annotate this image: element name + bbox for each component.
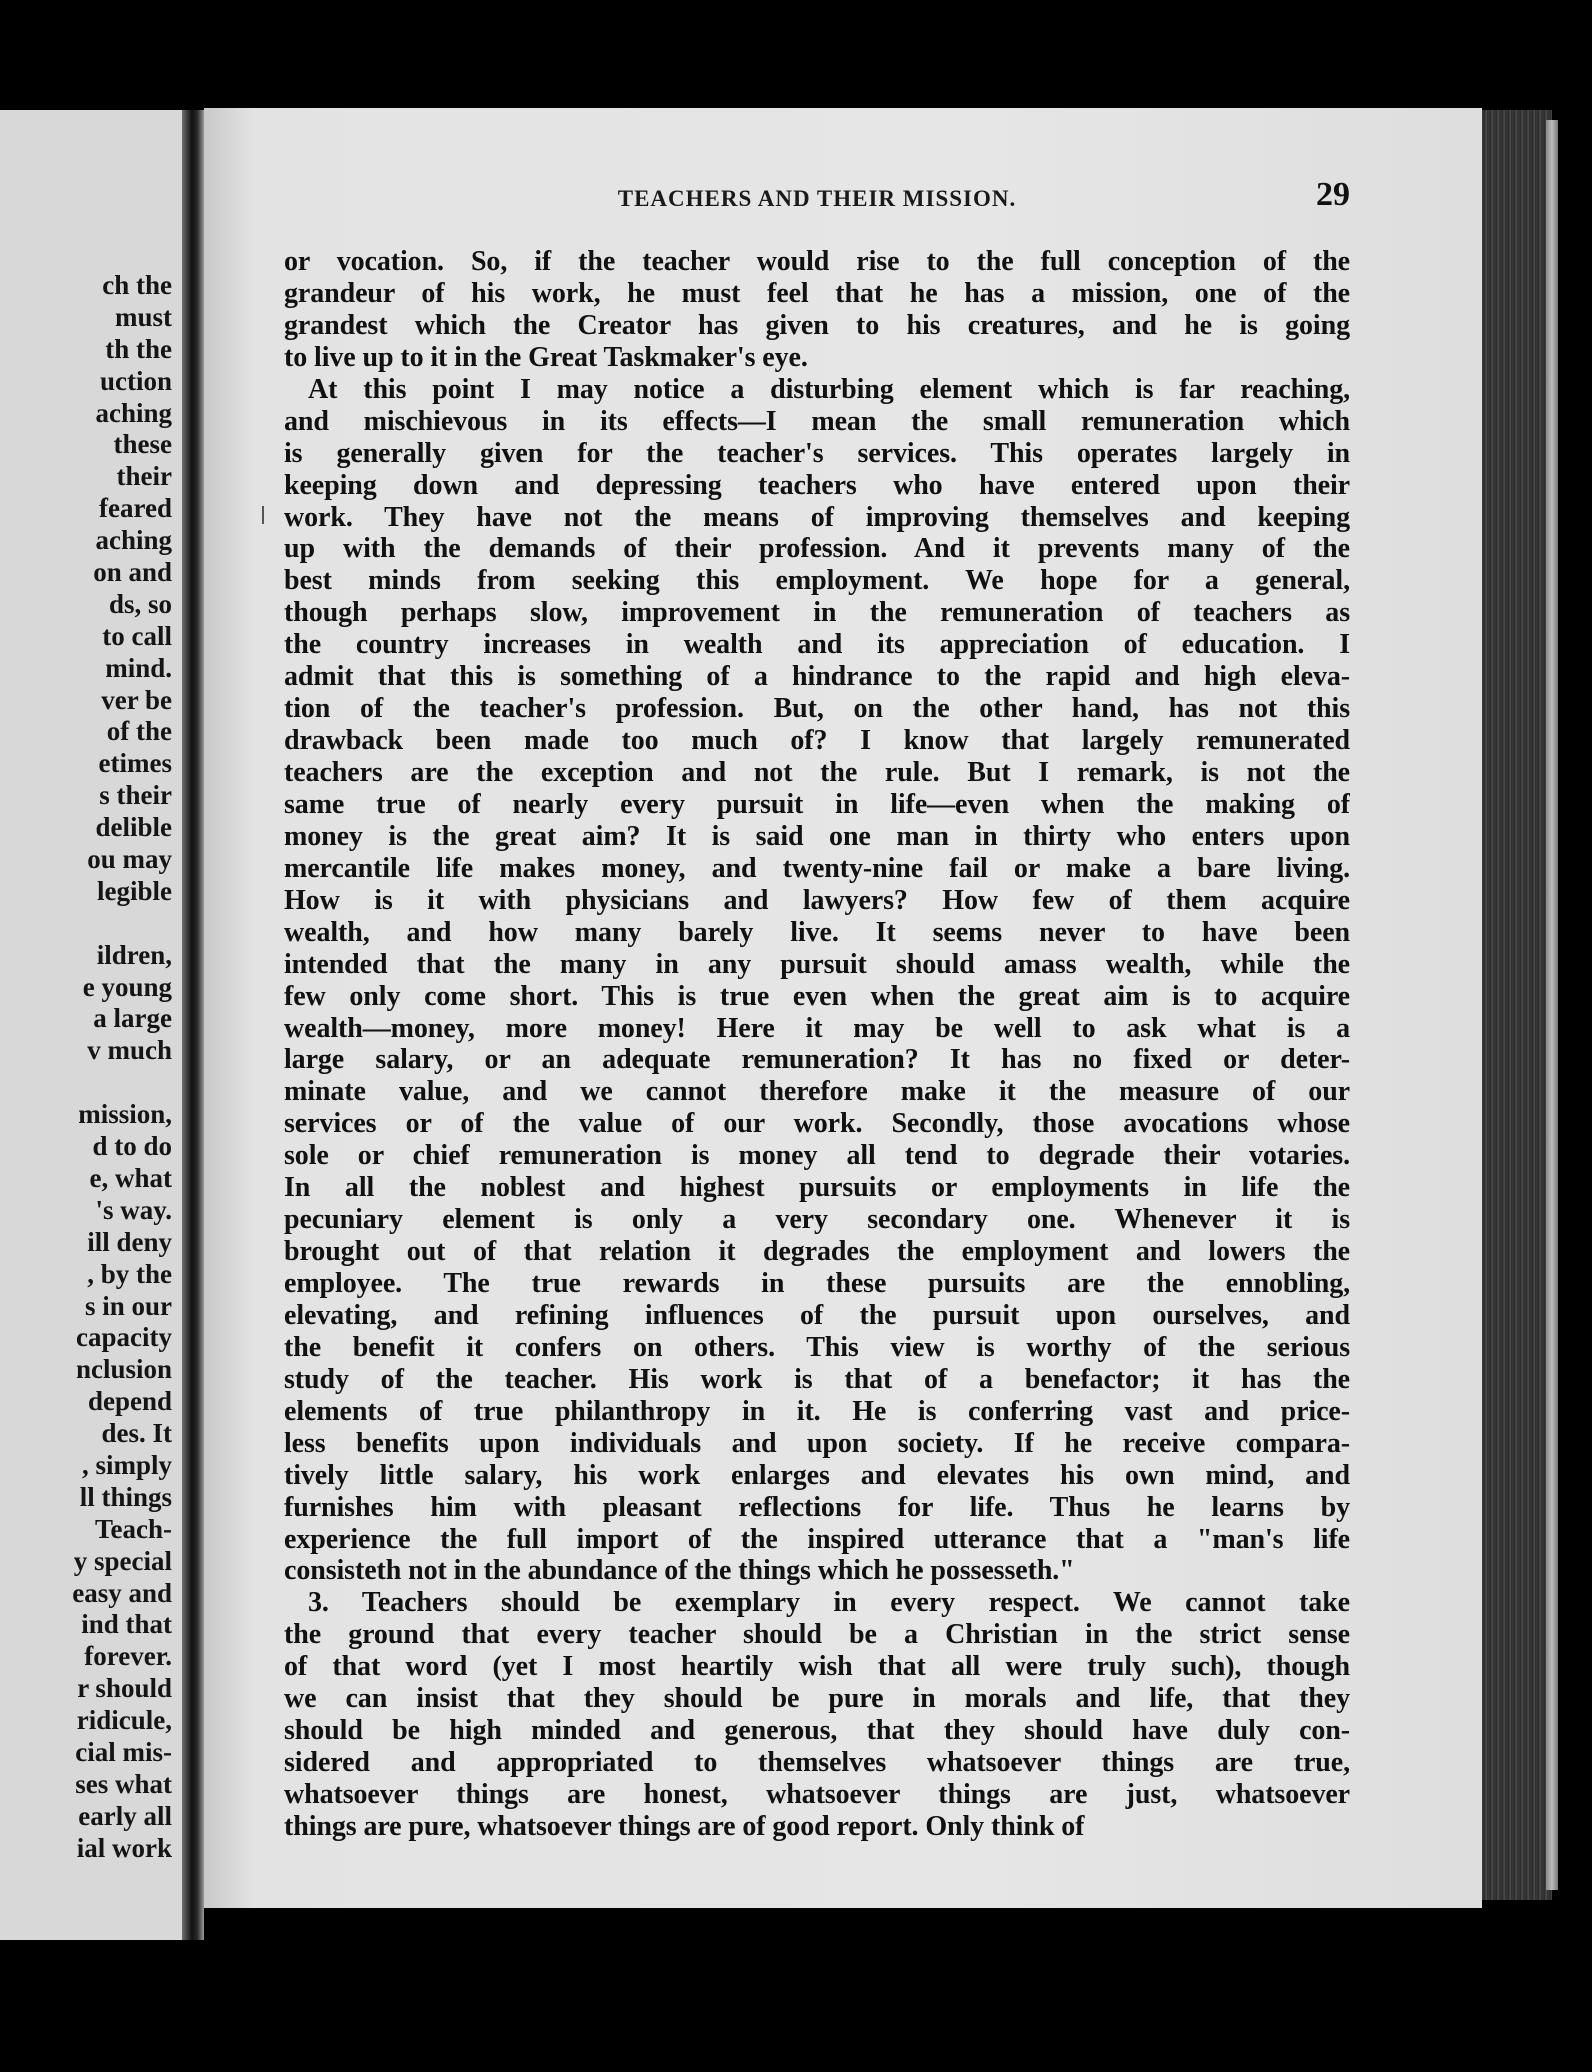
text-line: same true of nearly every pursuit in life—even when the making of — [284, 788, 1350, 820]
text-line: whatsoever things are honest, whatsoever things are just, whatsoever — [284, 1779, 1350, 1810]
text-line: the benefit it confers on others. This view is worthy of the serious — [284, 1331, 1350, 1363]
book-page — [204, 108, 1482, 1908]
previous-page-line: Teach- — [94, 1513, 172, 1544]
text-line: tion of the teacher's profession. But, on the other hand, has not this — [284, 693, 1350, 725]
previous-page-line: des. It — [101, 1418, 172, 1449]
text-line: brought out of that relation it degrades the employment and lowers the — [284, 1236, 1350, 1268]
previous-page-line: feared — [99, 493, 172, 524]
page-number: 29 — [1316, 176, 1350, 213]
text-line: teachers are the exception and not the rule. But I remark, is not the — [284, 757, 1350, 788]
previous-page-line: to call — [102, 620, 172, 651]
previous-page-line: e, what — [89, 1162, 172, 1193]
previous-page-line: easy and — [72, 1577, 172, 1608]
text-line: pecuniary element is only a very secondary one. Whenever it is — [284, 1204, 1350, 1236]
previous-page-line: aching — [95, 397, 172, 428]
previous-page-line: e young — [82, 971, 172, 1002]
text-line: 3. Teachers should be exemplary in every respect. We cannot take — [308, 1587, 1350, 1619]
text-line: wealth, and how many barely live. It seems never to have been — [284, 916, 1350, 948]
text-line: work. They have not the means of improving themselves and keeping — [284, 501, 1350, 533]
text-line: consisteth not in the abundance of the things which he possesseth." — [284, 1555, 1075, 1587]
previous-page-line — [0, 1067, 182, 1099]
previous-page-line: nclusion — [75, 1354, 172, 1385]
text-line: up with the demands of their profession. And it prevents many of the — [284, 533, 1350, 565]
text-line: experience the full import of the inspired utterance that a "man's life — [284, 1523, 1350, 1555]
text-line: the ground that every teacher should be a Christian in the strict sense — [284, 1619, 1350, 1651]
text-line: best minds from seeking this employment. We hope for a general, — [284, 565, 1350, 597]
previous-page-line: , simply — [81, 1449, 172, 1480]
previous-page-line: mind. — [105, 652, 172, 683]
text-line: In all the noblest and highest pursuits or employments in life the — [284, 1172, 1350, 1204]
page-header — [284, 176, 1350, 220]
text-line: to live up to it in the Great Taskmaker's eye. — [284, 341, 808, 373]
previous-page-line: ver be — [101, 684, 172, 715]
text-line: the country increases in wealth and its appreciation of education. I — [284, 629, 1350, 661]
previous-page-line: their — [116, 461, 172, 492]
previous-page-line: ind that — [81, 1609, 172, 1640]
previous-page-line: cial mis- — [75, 1736, 172, 1767]
previous-page-line: y special — [73, 1545, 172, 1576]
previous-page-line: d to do — [92, 1131, 172, 1162]
previous-page-line: early all — [78, 1800, 172, 1831]
text-line: and mischievous in its effects—I mean the small remuneration which — [284, 405, 1350, 437]
previous-page-line: th the — [105, 333, 172, 364]
previous-page-line: ds, so — [108, 588, 172, 619]
text-line: furnishes him with pleasant reflections for life. Thus he learns by — [284, 1491, 1350, 1523]
previous-page-text — [0, 270, 182, 1865]
text-line: or vocation. So, if the teacher would rise to the full conception of the — [284, 246, 1350, 277]
text-line: large salary, or an adequate remuneration? It has no fixed or deter- — [284, 1044, 1350, 1076]
text-line: elevating, and refining influences of the pursuit upon ourselves, and — [284, 1299, 1350, 1331]
text-line: tively little salary, his work enlarges and elevates his own mind, and — [284, 1459, 1350, 1491]
text-line: intended that the many in any pursuit should amass wealth, while the — [284, 948, 1350, 980]
previous-page-line: ridicule, — [76, 1705, 172, 1736]
margin-mark — [262, 506, 274, 524]
previous-page-line: ou may — [87, 844, 172, 875]
previous-page-line — [0, 908, 182, 940]
text-line: study of the teacher. His work is that of a benefactor; it has the — [284, 1363, 1350, 1395]
text-line: few only come short. This is true even when the great aim is to acquire — [284, 980, 1350, 1012]
previous-page-line: 's way. — [95, 1194, 172, 1225]
text-line: though perhaps slow, improvement in the remuneration of teachers as — [284, 597, 1350, 629]
text-line: sidered and appropriated to themselves whatsoever things are true, — [284, 1747, 1350, 1779]
previous-page-line: ch the — [102, 270, 172, 300]
text-line: money is the great aim? It is said one man in thirty who enters upon — [284, 820, 1350, 852]
previous-page-line: forever. — [84, 1641, 172, 1672]
previous-page-line: legible — [97, 875, 172, 906]
text-line: is generally given for the teacher's services. This operates largely in — [284, 437, 1350, 469]
previous-page-line: r should — [77, 1673, 172, 1704]
previous-page-fragment — [0, 110, 182, 1940]
previous-page-line: aching — [95, 525, 172, 556]
text-line: things are pure, whatsoever things are of good report. Only think of — [284, 1810, 1085, 1842]
text-line: At this point I may notice a disturbing element which is far reaching, — [308, 373, 1350, 405]
previous-page-line: ill deny — [87, 1226, 172, 1257]
book-gutter — [182, 110, 204, 1940]
previous-page-line: these — [113, 429, 172, 460]
previous-page-line: ildren, — [96, 939, 172, 970]
text-line: How is it with physicians and lawyers? How few of them acquire — [284, 884, 1350, 916]
previous-page-line: mission, — [78, 1099, 172, 1130]
text-line: sole or chief remuneration is money all tend to degrade their votaries. — [284, 1140, 1350, 1172]
previous-page-line: , by the — [87, 1258, 172, 1289]
text-line: drawback been made too much of? I know that largely remunerated — [284, 725, 1350, 757]
text-line: employee. The true rewards in these pursuits are the ennobling, — [284, 1268, 1350, 1299]
text-line: we can insist that they should be pure in morals and life, that they — [284, 1683, 1350, 1715]
text-line: keeping down and depressing teachers who have entered upon their — [284, 469, 1350, 501]
page-body-text — [284, 246, 1350, 1843]
previous-page-line: uction — [99, 365, 172, 396]
text-line: less benefits upon individuals and upon society. If he receive compara- — [284, 1427, 1350, 1459]
previous-page-line: capacity — [76, 1322, 172, 1353]
previous-page-line: a large — [93, 1003, 172, 1034]
text-line: should be high minded and generous, that they should have duly con- — [284, 1715, 1350, 1747]
running-header: TEACHERS AND THEIR MISSION. — [617, 186, 1017, 211]
previous-page-line: ial work — [76, 1832, 172, 1863]
previous-page-line: ll things — [79, 1481, 172, 1512]
previous-page-line: s their — [99, 780, 172, 811]
text-line: services or of the value of our work. Secondly, those avocations whose — [284, 1108, 1350, 1140]
previous-page-line: on and — [93, 557, 172, 588]
previous-page-line: s in our — [84, 1290, 172, 1321]
previous-page-line: ses what — [75, 1768, 172, 1799]
text-line: minate value, and we cannot therefore make it the measure of our — [284, 1076, 1350, 1108]
previous-page-line: of the — [106, 716, 172, 747]
previous-page-line: v much — [87, 1035, 172, 1066]
text-line: grandeur of his work, he must feel that he has a mission, one of the — [284, 277, 1350, 309]
previous-page-line: depend — [87, 1386, 172, 1417]
previous-page-line: must — [114, 301, 172, 332]
text-line: of that word (yet I most heartily wish that all were truly such), though — [284, 1651, 1350, 1683]
text-line: wealth—money, more money! Here it may be well to ask what is a — [284, 1012, 1350, 1044]
page-block-edge — [1482, 110, 1552, 1900]
text-line: elements of true philanthropy in it. He is conferring vast and price- — [284, 1395, 1350, 1427]
text-line: admit that this is something of a hindrance to the rapid and high eleva- — [284, 661, 1350, 693]
page-block-highlight — [1546, 120, 1558, 1890]
text-line: mercantile life makes money, and twenty-nine fail or make a bare living. — [284, 852, 1350, 884]
previous-page-line: etimes — [98, 748, 172, 779]
text-line: grandest which the Creator has given to his creatures, and he is going — [284, 309, 1350, 341]
previous-page-line: delible — [95, 812, 172, 843]
